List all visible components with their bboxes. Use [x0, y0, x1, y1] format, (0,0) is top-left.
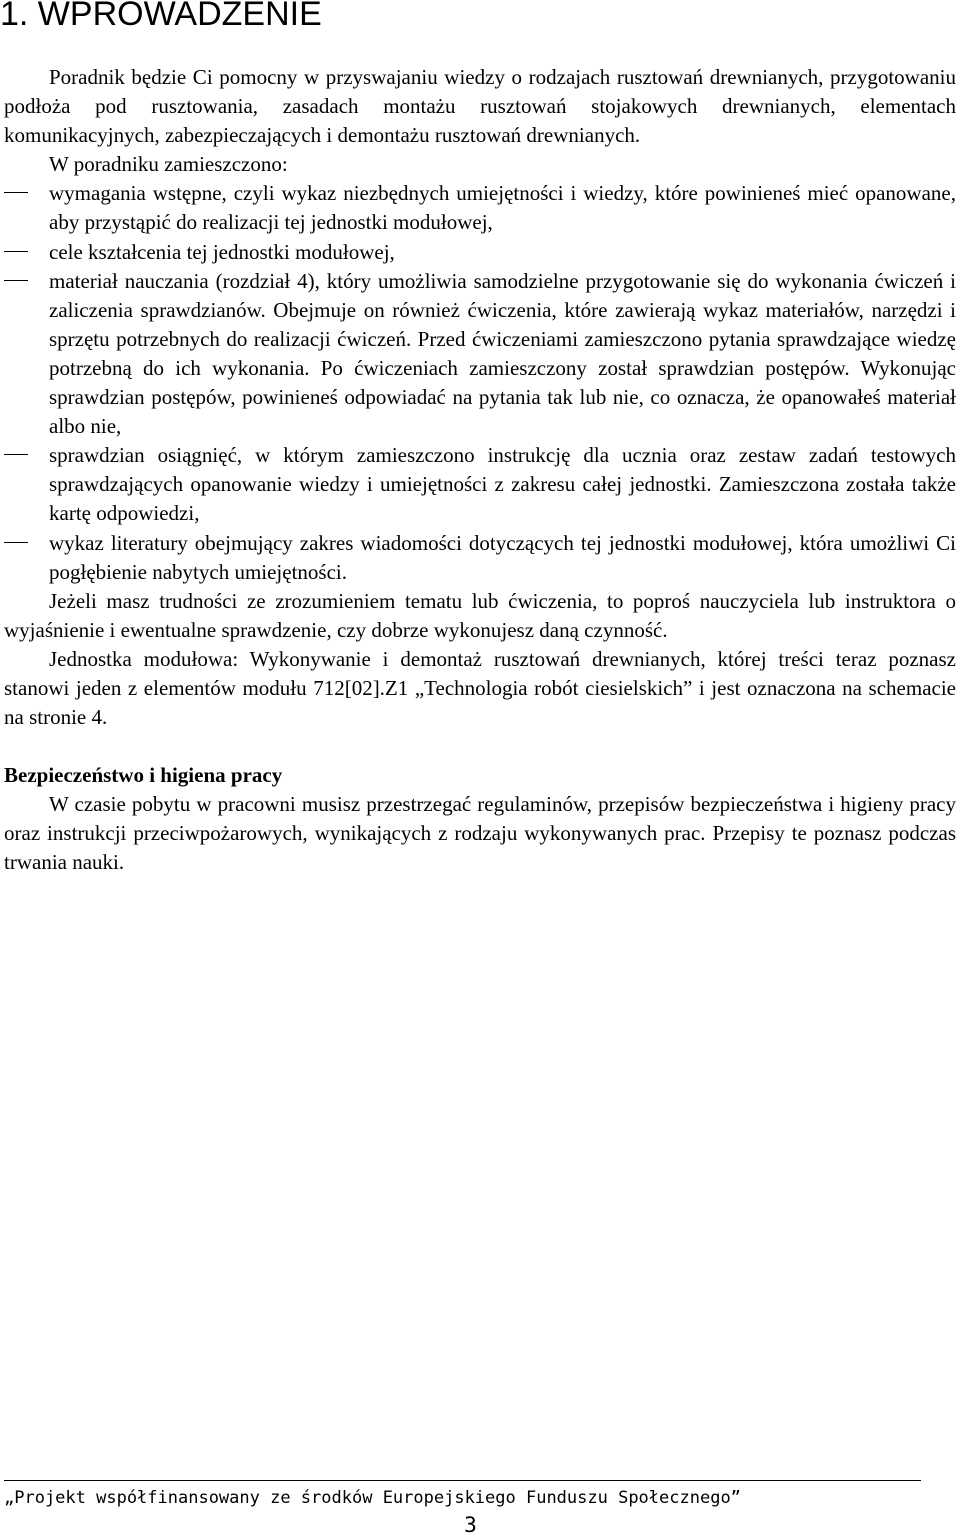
safety-paragraph: W czasie pobytu w pracowni musisz przestrzegać regulaminów, przepisów bezpieczeństwa i higieny pracy oraz instrukcji przeciwpożarowych, wynikających z rodzaju wykonywanych prac. Przepisy te poznasz podczas trwania nauki.: [4, 792, 956, 875]
dash-bullet-icon: [4, 280, 28, 281]
dash-bullet-icon: [4, 542, 28, 543]
dash-bullet-icon: [4, 454, 28, 455]
safety-heading: Bezpieczeństwo i higiena pracy: [4, 763, 283, 788]
list-item: [4, 267, 956, 442]
list-item: [4, 238, 956, 267]
list-item-text: wykaz literatury obejmujący zakres wiadomości dotyczących tej jednostki modułowej, która umożliwi Ci pogłębienie nabytych umiejętności.: [49, 530, 956, 584]
dash-bullet-icon: [4, 251, 28, 252]
list-item: [4, 441, 956, 528]
page-heading: 1. WPROWADZENIE: [0, 0, 322, 33]
list-item: [4, 179, 956, 237]
list-item: [4, 529, 956, 587]
footer-divider: [4, 1480, 921, 1481]
intro-paragraph: Poradnik będzie Ci pomocny w przyswajaniu wiedzy o rodzajach rusztowań drewnianych, przygotowaniu podłoża pod rusztowania, zasadach montażu rusztowań stojakowych drewnianych, elementach komunikacyjnych, zabezpieczających i demontażu rusztowań drewnianych.: [4, 65, 956, 148]
main-content: [4, 63, 956, 878]
list-item-text: sprawdzian osiągnięć, w którym zamieszczono instrukcję dla ucznia oraz zestaw zadań testowych sprawdzających opanowanie wiedzy i umiejętności z zakresu całej jednostki. Zamieszczona została także kartę odpowiedzi,: [49, 443, 956, 526]
contents-list: [4, 179, 956, 586]
contents-intro: W poradniku zamieszczono:: [49, 152, 288, 177]
page-number: 3: [464, 1513, 477, 1537]
module-paragraph: Jednostka modułowa: Wykonywanie i demontaż rusztowań drewnianych, której treści teraz poznasz stanowi jeden z elementów modułu 712[02].Z1 „Technologia robót ciesielskich” i jest oznaczona na schemacie na stronie 4.: [4, 646, 956, 730]
list-item-text: wymagania wstępne, czyli wykaz niezbędnych umiejętności i wiedzy, które powinieneś mieć opanowane, aby przystąpić do realizacji tej jednostki modułowej,: [49, 181, 956, 235]
footer-project-note: „Projekt współfinansowany ze środków Europejskiego Funduszu Społecznego”: [4, 1488, 741, 1508]
list-item-text: materiał nauczania (rozdział 4), który umożliwia samodzielne przygotowanie się do wykonania ćwiczeń i zaliczenia sprawdzianów. Obejmuje on również ćwiczenia, które zawierają wykaz materiałów, narzędzi i sprzętu potrzebnych do realizacji ćwiczeń. Przed ćwiczeniami zamieszczono pytania sprawdzające wiedzę potrzebną do ich wykonania. Po ćwiczeniach zamieszczony został sprawdzian postępów. Wykonując sprawdzian postępów, powinieneś odpowiadać na pytania tak lub nie, co oznacza, że opanowałeś materiał albo nie,: [49, 268, 956, 439]
section-spacer: [4, 732, 956, 761]
difficulty-paragraph: Jeżeli masz trudności ze zrozumieniem tematu lub ćwiczenia, to poproś nauczyciela lub instruktora o wyjaśnienie i ewentualne sprawdzenie, czy dobrze wykonujesz daną czynność.: [4, 588, 956, 642]
dash-bullet-icon: [4, 192, 28, 193]
list-item-text: cele kształcenia tej jednostki modułowej,: [49, 239, 395, 264]
